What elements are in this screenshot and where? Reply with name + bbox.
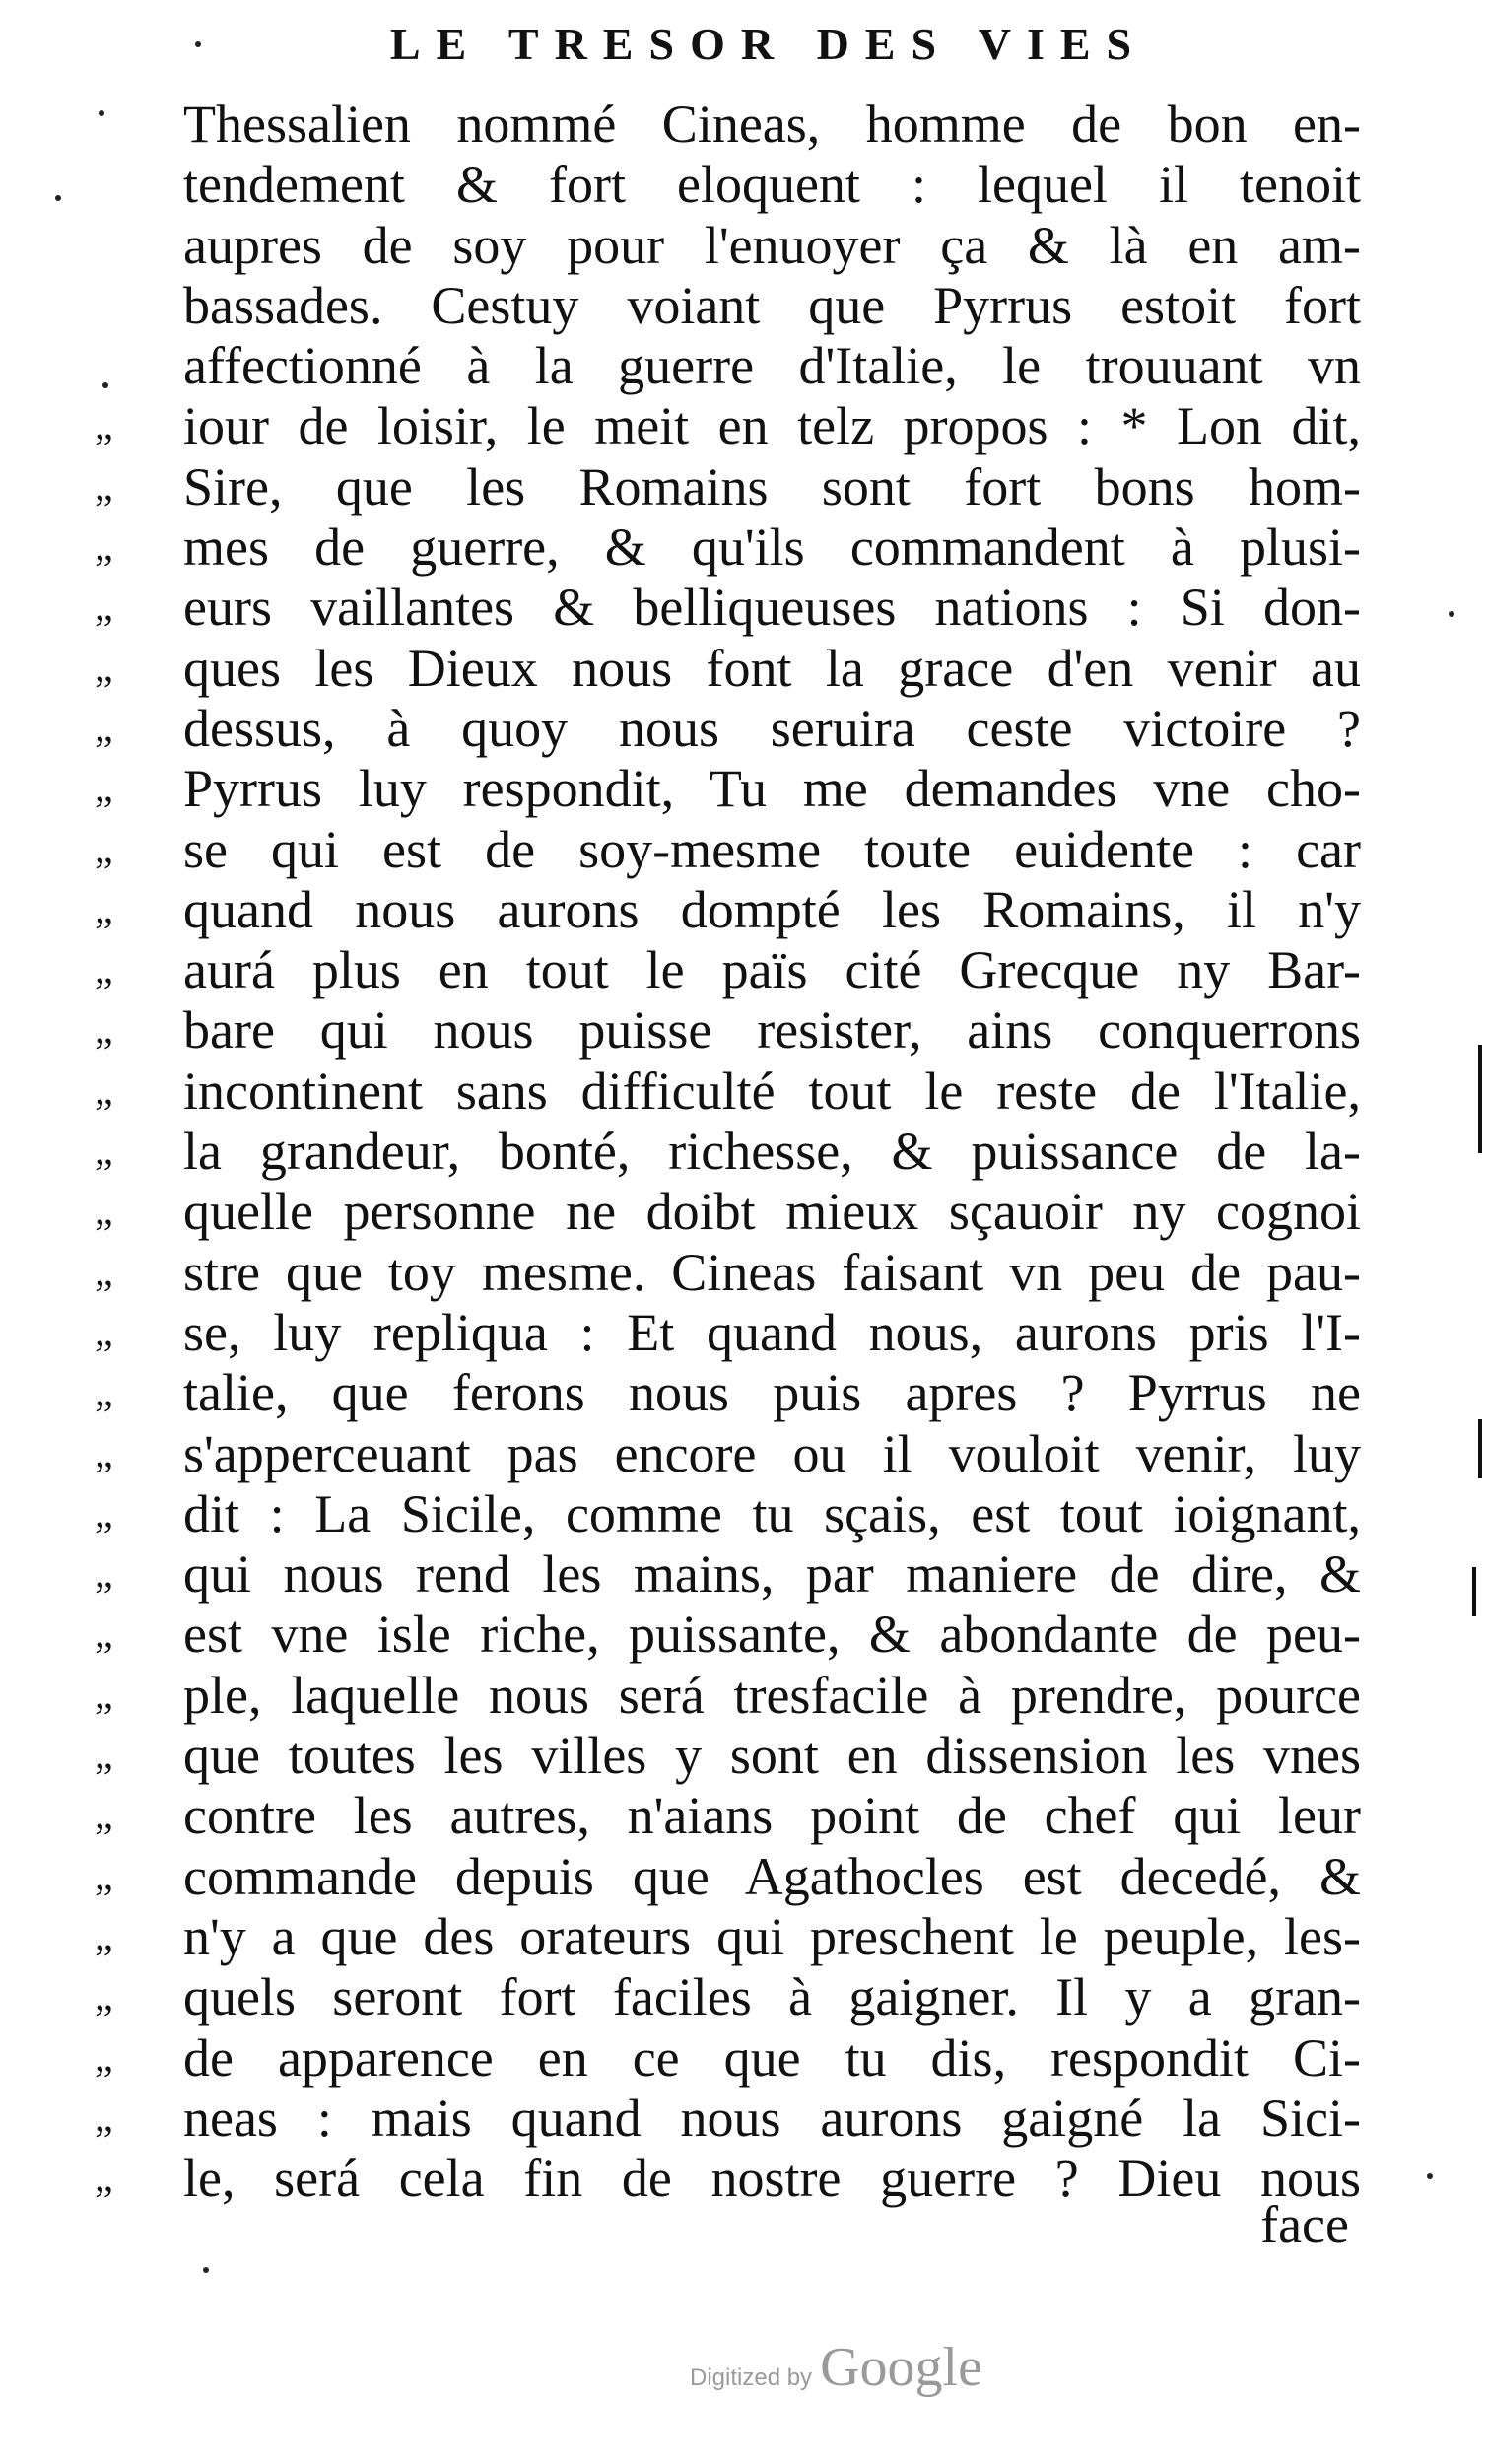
text-line: [95, 1423, 1361, 1484]
text-line: [183, 95, 1361, 155]
line-text: est vne isle riche, puissante, & abondante de peu-: [183, 1605, 1361, 1665]
line-text: bassades. Cestuy voiant que Pyrrus estoit fort: [183, 275, 1361, 335]
line-text: talie, que ferons nous puis apres ? Pyrrus ne: [183, 1363, 1361, 1423]
line-text: commande depuis que Agathocles est decedé, &: [183, 1846, 1361, 1906]
quotation-marker: „: [95, 886, 115, 932]
line-text: quand nous aurons dompté les Romains, il n'y: [183, 879, 1361, 939]
line-text: stre que toy mesme. Cineas faisant vn peu de pau-: [183, 1242, 1361, 1302]
scan-speck: [55, 195, 61, 201]
quotation-marker: „: [95, 1974, 115, 2020]
line-text: quels seront fort faciles à gaigner. Il y a gran-: [183, 1967, 1361, 2027]
line-text: s'apperceuant pas encore ou il vouloit venir, luy: [183, 1423, 1361, 1483]
quotation-marker: „: [95, 1309, 115, 1355]
quotation-marker: „: [95, 947, 115, 993]
quotation-marker: „: [95, 2034, 115, 2081]
page-edge-mark: [1472, 1567, 1476, 1616]
text-line: [183, 276, 1361, 336]
text-line: [95, 1665, 1361, 1726]
quotation-marker: „: [95, 1007, 115, 1054]
quotation-marker: „: [95, 463, 115, 510]
line-text: dessus, à quoy nous seruira ceste victoire ?: [183, 698, 1361, 758]
line-text: ple, laquelle nous será tresfacile à prendre, pource: [183, 1665, 1361, 1725]
quotation-marker: „: [95, 524, 115, 571]
scan-speck: [102, 382, 108, 388]
line-text: iour de loisir, le meit en telz propos : * Lon dit,: [183, 396, 1361, 456]
quotation-marker: „: [95, 1733, 115, 1779]
line-text: eurs vaillantes & belliqueuses nations : Si don-: [183, 578, 1361, 638]
scan-speck: [1427, 2173, 1433, 2179]
line-text: neas : mais quand nous aurons gaigné la Sici-: [183, 2088, 1361, 2148]
text-line: [95, 1967, 1361, 2027]
scan-speck: [203, 2267, 209, 2273]
scan-speck: [99, 110, 104, 116]
scan-speck: [1449, 611, 1454, 617]
text-line: [95, 759, 1361, 819]
quotation-marker: „: [95, 1430, 115, 1476]
line-text: dit : La Sicile, comme tu sçais, est tout ioignant,: [183, 1483, 1361, 1543]
line-text: aurá plus en tout le païs cité Grecque ny Bar-: [183, 940, 1361, 1000]
line-text: mes de guerre, & qu'ils commandent à plusi-: [183, 517, 1361, 578]
line-text: Thessalien nommé Cineas, homme de bon en-: [183, 95, 1361, 154]
running-title: LE TRESOR DES VIES: [389, 19, 1148, 69]
line-text: bare qui nous puisse resister, ains conquerrons: [183, 1000, 1361, 1061]
text-line: [95, 1061, 1361, 1122]
quotation-marker: „: [95, 1370, 115, 1416]
quotation-marker: „: [95, 645, 115, 691]
quotation-marker: „: [95, 1189, 115, 1235]
text-line: [95, 879, 1361, 940]
quotation-marker: „: [95, 1913, 115, 1959]
scan-speck: [195, 41, 201, 47]
text-block: [95, 95, 1361, 2209]
quotation-marker: „: [95, 584, 115, 631]
quotation-marker: „: [95, 1853, 115, 1899]
page-edge-mark: [1478, 1419, 1482, 1478]
text-line: [95, 1363, 1361, 1423]
line-text: tendement & fort eloquent : lequel il tenoit: [183, 155, 1361, 215]
quotation-marker: „: [95, 403, 115, 449]
line-text: incontinent sans difficulté tout le reste de l'Italie,: [183, 1061, 1361, 1121]
quotation-marker: „: [95, 2156, 115, 2202]
text-line: [95, 396, 1361, 456]
quotation-marker: „: [95, 1672, 115, 1718]
line-text: le, será cela fin de nostre guerre ? Dieu nous: [183, 2149, 1361, 2209]
text-line: [183, 155, 1361, 215]
text-line: [95, 2027, 1361, 2088]
quotation-marker: „: [95, 1067, 115, 1114]
quotation-marker: „: [95, 1129, 115, 1175]
line-text: ques les Dieux nous font la grace d'en venir au: [183, 638, 1361, 698]
line-text: quelle personne ne doibt mieux sçauoir ny cognoi: [183, 1182, 1361, 1242]
text-line: [95, 1483, 1361, 1544]
watermark-brand: Google: [820, 2337, 982, 2398]
quotation-marker: „: [95, 826, 115, 872]
line-text: Pyrrus luy respondit, Tu me demandes vne cho-: [183, 759, 1361, 819]
digitized-by-google-watermark: [690, 2336, 1025, 2399]
text-line: [95, 1786, 1361, 1846]
catchword: face: [1260, 2195, 1349, 2254]
text-line: [95, 578, 1361, 638]
line-text: qui nous rend les mains, par maniere de dire, &: [183, 1544, 1361, 1605]
quotation-marker: „: [95, 1249, 115, 1295]
text-line: [95, 940, 1361, 1000]
quotation-marker: „: [95, 766, 115, 812]
line-text: se, luy repliqua : Et quand nous, aurons pris l'I-: [183, 1302, 1361, 1362]
text-line: [95, 2088, 1361, 2149]
quotation-marker: „: [95, 1551, 115, 1598]
line-text: aupres de soy pour l'enuoyer ça & là en am-: [183, 215, 1361, 275]
text-line: [95, 1000, 1361, 1061]
quotation-marker: „: [95, 705, 115, 751]
text-line: [95, 1726, 1361, 1786]
line-text: se qui est de soy-mesme toute euidente : car: [183, 819, 1361, 879]
text-line: [95, 1846, 1361, 1907]
page-edge-mark: [1478, 1045, 1482, 1153]
text-line: [95, 819, 1361, 880]
text-line: [95, 1302, 1361, 1363]
text-line: [183, 216, 1361, 276]
line-text: la grandeur, bonté, richesse, & puissance de la-: [183, 1122, 1361, 1182]
text-line: [95, 1906, 1361, 1967]
text-line: [95, 1122, 1361, 1182]
line-text: affectionné à la guerre d'Italie, le trouuant vn: [183, 336, 1361, 396]
text-line: [95, 1182, 1361, 1242]
text-line: [183, 336, 1361, 396]
text-line: [95, 698, 1361, 759]
text-line: [95, 1544, 1361, 1605]
line-text: de apparence en ce que tu dis, respondit Ci-: [183, 2027, 1361, 2088]
quotation-marker: „: [95, 1490, 115, 1537]
text-line: [95, 1242, 1361, 1303]
quotation-marker: „: [95, 1611, 115, 1658]
line-text: n'y a que des orateurs qui preschent le peuple, les-: [183, 1906, 1361, 1966]
text-line: [95, 456, 1361, 517]
text-line: [95, 517, 1361, 578]
line-text: que toutes les villes y sont en dissension les vnes: [183, 1726, 1361, 1786]
line-text: Sire, que les Romains sont fort bons hom-: [183, 456, 1361, 516]
text-line: [95, 1605, 1361, 1665]
watermark-prefix: Digitized by: [690, 2364, 813, 2391]
text-line: [95, 638, 1361, 699]
text-line: [95, 2149, 1361, 2209]
quotation-marker: „: [95, 1793, 115, 1839]
line-text: contre les autres, n'aians point de chef qui leur: [183, 1786, 1361, 1846]
quotation-marker: „: [95, 2094, 115, 2141]
